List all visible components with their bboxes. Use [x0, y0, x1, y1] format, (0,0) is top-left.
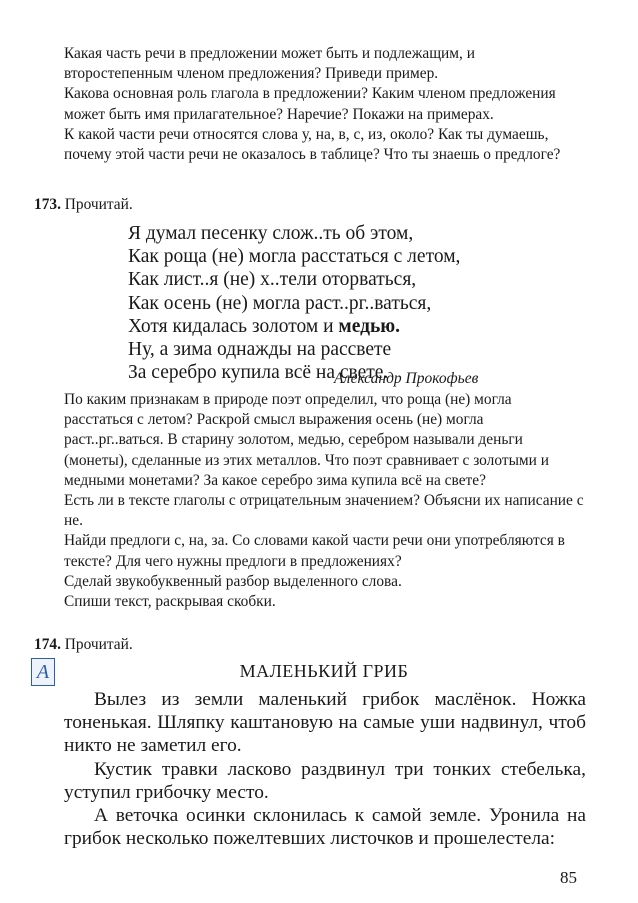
exercise-173-header [34, 196, 133, 214]
page-number: 85 [560, 868, 577, 887]
poem-line: Ну, а зима однажды на рассвете [128, 339, 392, 361]
poem-author: Александр Прокофьев [334, 370, 479, 387]
task-5: Спиши текст, раскрывая скобки. [64, 593, 276, 611]
poem-line: Я думал песенку слож..ть об этом, [128, 223, 414, 244]
story-paragraph: Вылез из земли маленький грибок маслёнок. Ножка тоненькая. Шляпку каштановую на самые уши надвинул, чтоб никто не заметил его. [64, 689, 586, 757]
task-4: Сделай звукобуквенный разбор выделенного слова. [64, 572, 402, 590]
poem-line: Как лист..я (не) х..тели оторваться, [128, 269, 417, 291]
poem-line: Как роща (не) могла расстаться с летом, [128, 246, 461, 268]
highlighted-word: медью. [338, 315, 401, 337]
level-a-badge-icon: А [31, 658, 55, 686]
task-2: Есть ли в тексте глаголы с отрицательным значением? Объясни их написание с не. [64, 492, 584, 530]
task-3: Найди предлоги с, на, за. Со словами какой части речи они употребляются в тексте? Для чего нужны предлоги в предложениях? [64, 532, 565, 570]
review-questions [64, 44, 584, 165]
question-2: Какова основная роль глагола в предложении? Каким членом предложения может быть имя прилагательное? Наречие? Покажи на примерах. [64, 85, 556, 123]
exercise-173-tasks [64, 390, 584, 612]
question-3: К какой части речи относятся слова у, на, в, с, из, около? Как ты думаешь, почему этой части речи не оказалось в таблице? Что ты знаешь о предлоге? [64, 125, 561, 164]
story-paragraph: Кустик травки ласково раздвинул три тонких стебелька, уступил грибочку место. [64, 758, 586, 803]
question-1: Какая часть речи в предложении может быть и подлежащим, и второстепенным членом предложения? Приведи пример. [64, 45, 475, 83]
poem-line-5 [128, 315, 528, 338]
task-1: По каким признакам в природе поэт определил, что роща (не) могла расстаться с летом? Раскрой смысл выражения осень (не) могла раст..рг..ваться. В старину золотом, медью, серебром называли деньги (монеты), сделанные из этих металлов. Что поэт сравнивает с золотыми и медными монетами? За какое серебро зима купила всё на свете? [64, 391, 549, 489]
poem-line-text: Хотя кидалась золотом и [128, 315, 339, 337]
exercise-173-number: 173. [34, 196, 61, 213]
story-text [64, 688, 586, 850]
poem-line: За серебро купила всё на свете. [128, 362, 389, 384]
exercise-174-number: 174. [34, 636, 61, 653]
poem [128, 222, 528, 384]
story-paragraph: А веточка осинки склонилась к самой земле. Уронила на грибок несколько пожелтевших листочков и прошелестела: [64, 805, 586, 850]
exercise-174-header [34, 636, 133, 654]
exercise-174-label: Прочитай. [64, 636, 133, 653]
poem-line: Как осень (не) могла раст..рг..ваться, [128, 292, 432, 314]
exercise-173-label: Прочитай. [64, 196, 133, 213]
story-title: МАЛЕНЬКИЙ ГРИБ [239, 661, 409, 681]
